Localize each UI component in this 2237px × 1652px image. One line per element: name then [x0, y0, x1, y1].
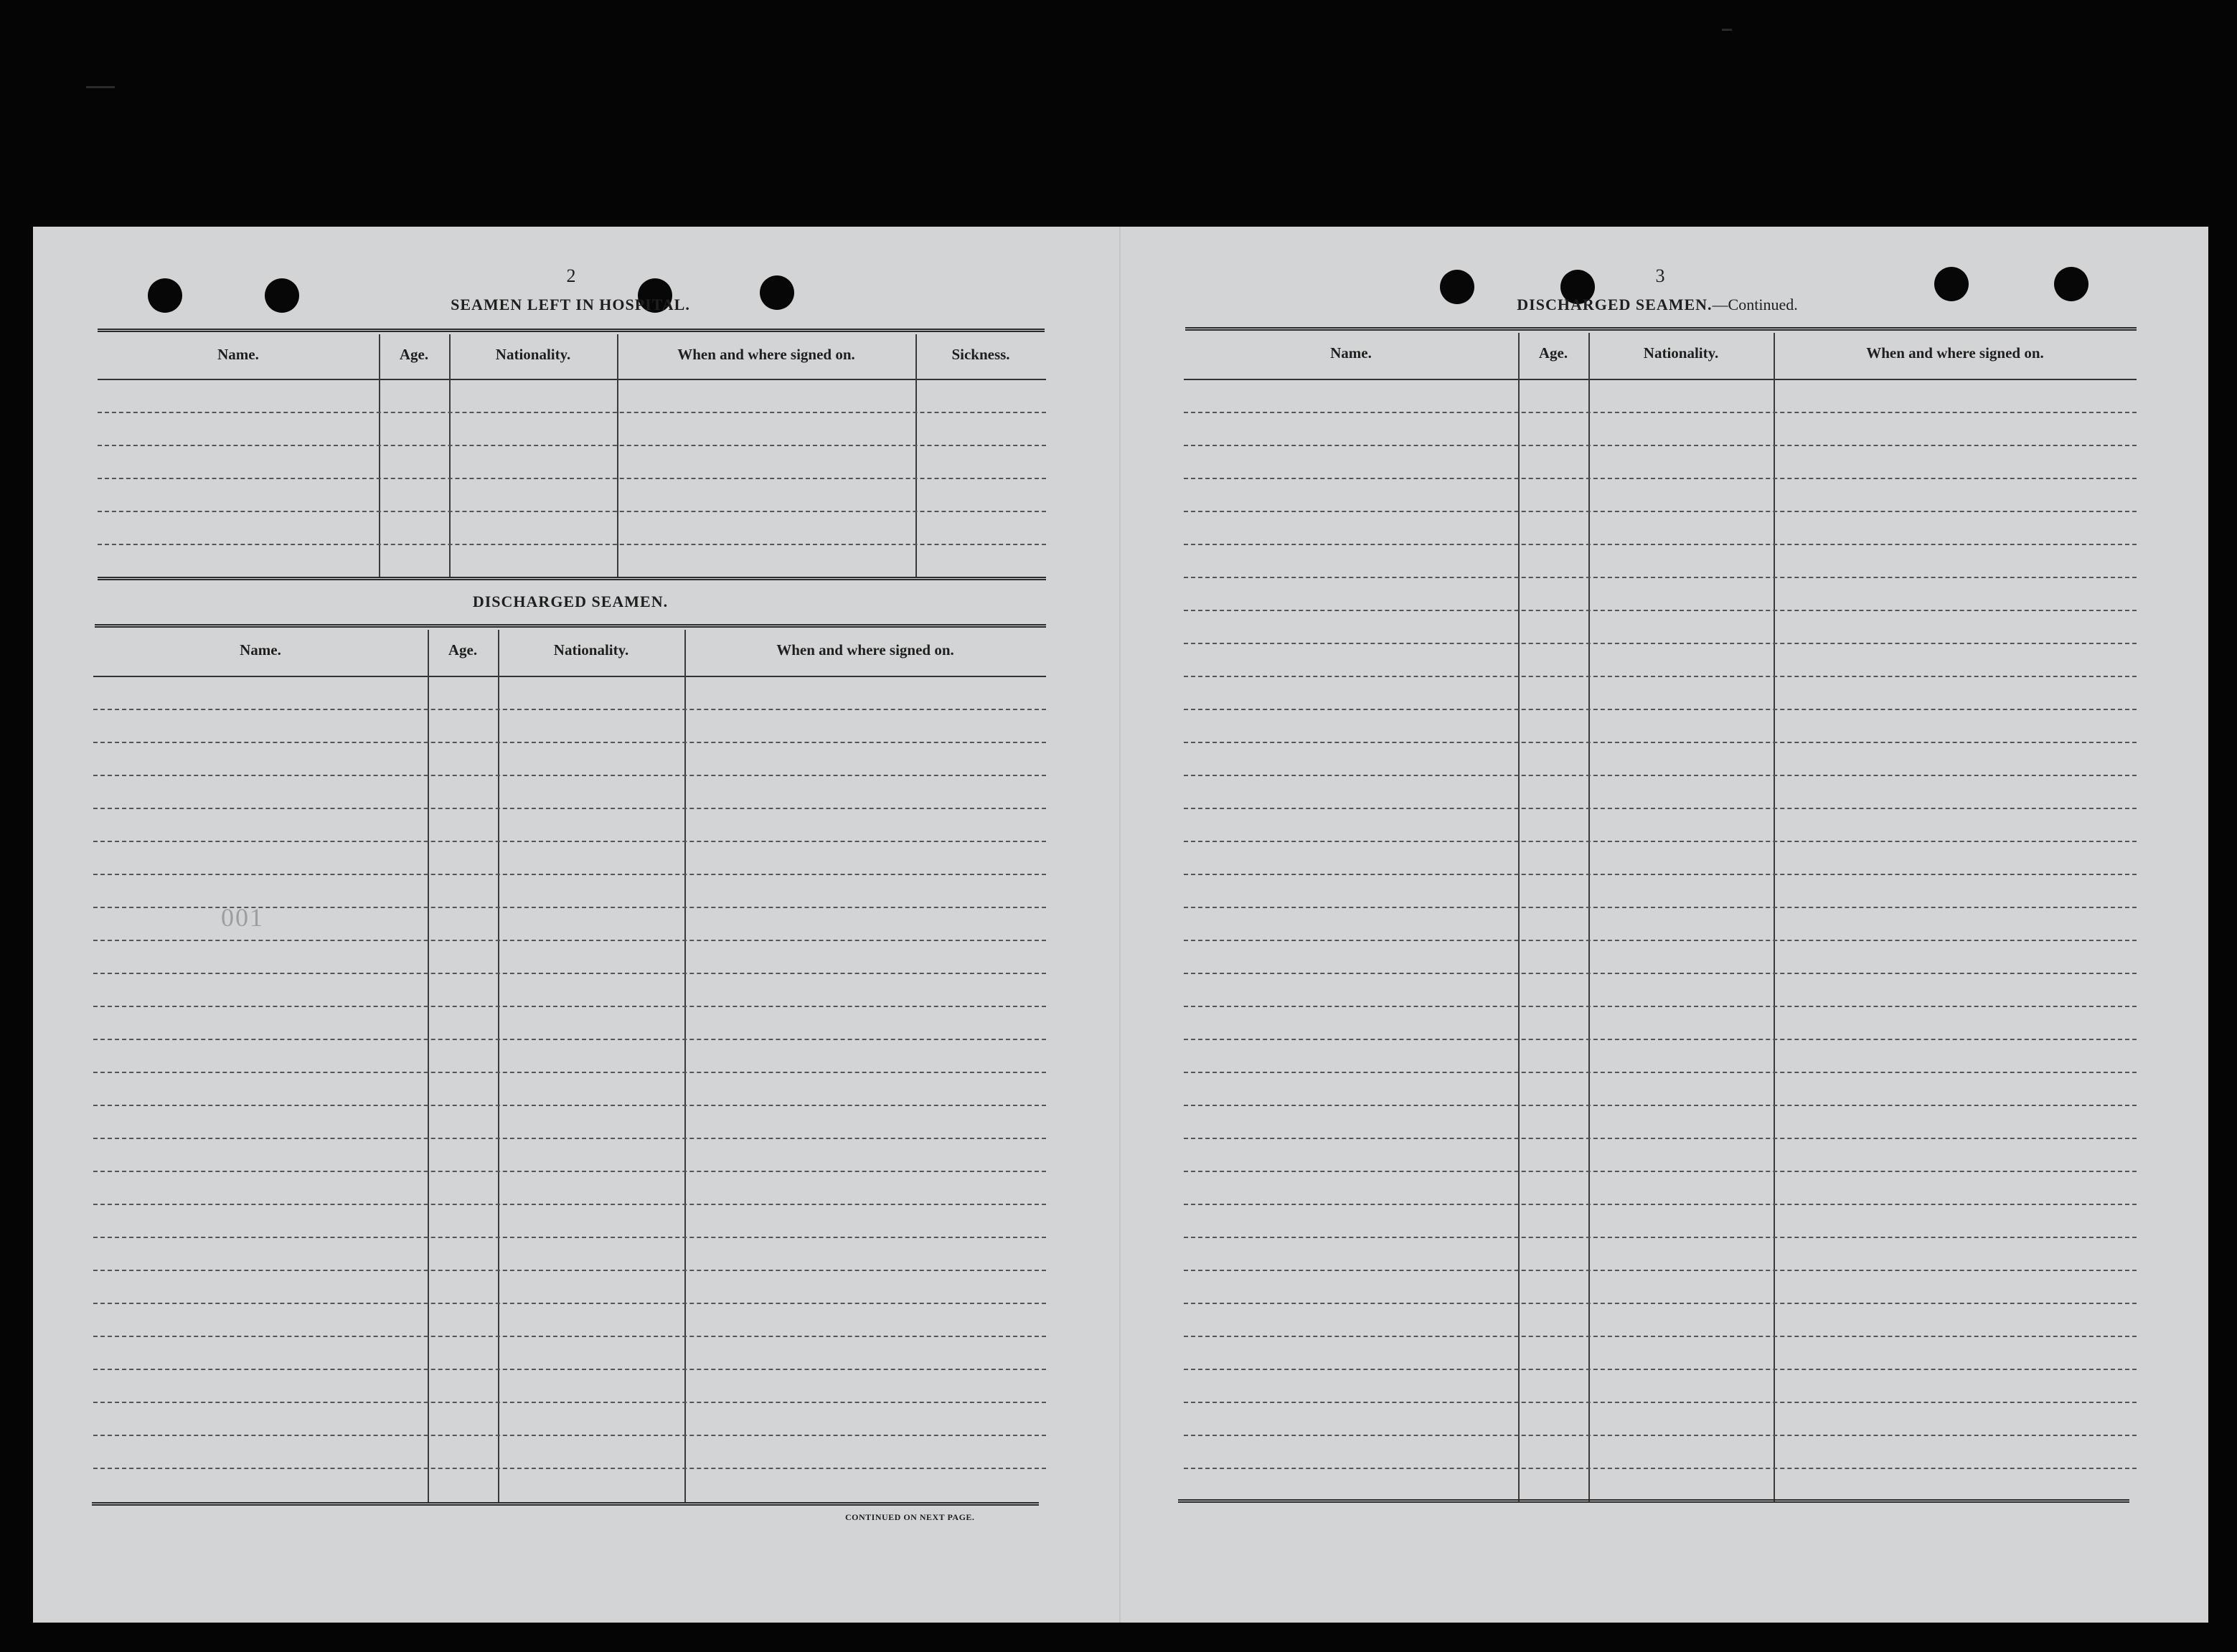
entry-row-line: [93, 1303, 1046, 1304]
column-divider: [379, 334, 380, 578]
entry-row-line: [1184, 775, 2137, 776]
entry-row-line: [93, 874, 1046, 875]
entry-row-line: [93, 1336, 1046, 1337]
entry-row-line: [93, 1204, 1046, 1205]
entry-row-line: [93, 841, 1046, 842]
scan-speck: [1722, 29, 1732, 31]
continued-note: CONTINUED ON NEXT PAGE.: [845, 1512, 975, 1522]
entry-row-line: [93, 1171, 1046, 1172]
entry-row-line: [98, 544, 1046, 545]
col-header-age: Age.: [448, 641, 478, 659]
punch-hole: [265, 278, 299, 313]
punch-hole: [1440, 270, 1474, 304]
discharged-top-rule: [95, 624, 1046, 628]
column-divider: [428, 630, 429, 1504]
column-divider: [1588, 333, 1590, 1502]
header-rule: [98, 379, 1046, 380]
entry-row-line: [1184, 1468, 2137, 1469]
column-divider: [1774, 333, 1775, 1502]
entry-row-line: [93, 1006, 1046, 1007]
col-header-age: Age.: [399, 346, 429, 363]
entry-row-line: [93, 808, 1046, 809]
col-header-signed-on: When and where signed on.: [776, 641, 954, 659]
entry-row-line: [1184, 1336, 2137, 1337]
punch-hole: [148, 278, 182, 313]
entry-row-line: [1184, 1105, 2137, 1106]
punch-hole: [760, 275, 794, 310]
discharged-table: [93, 630, 1046, 1504]
entry-row-line: [93, 1138, 1046, 1139]
entry-row-line: [93, 742, 1046, 743]
col-header-signed-on: When and where signed on.: [677, 346, 855, 363]
column-divider: [1518, 333, 1520, 1502]
entry-row-line: [1184, 676, 2137, 677]
column-divider: [617, 334, 618, 578]
entry-row-line: [93, 1039, 1046, 1040]
col-header-name: Name.: [1330, 344, 1372, 362]
entry-row-line: [93, 709, 1046, 710]
col-header-nationality: Nationality.: [1643, 344, 1719, 362]
discharged-continued-title: [1478, 296, 1837, 314]
entry-row-line: [1184, 907, 2137, 908]
discharged-section-title: DISCHARGED SEAMEN.: [472, 593, 669, 610]
discharged-bottom-rule: [92, 1502, 1039, 1506]
col-header-name: Name.: [240, 641, 281, 659]
entry-row-line: [1184, 1171, 2137, 1172]
title-main: DISCHARGED SEAMEN.: [1517, 296, 1713, 313]
entry-row-line: [93, 1369, 1046, 1370]
entry-row-line: [1184, 1072, 2137, 1073]
punch-hole: [1934, 267, 1969, 301]
entry-row-line: [1184, 1006, 2137, 1007]
column-divider: [449, 334, 451, 578]
entry-row-line: [1184, 1270, 2137, 1271]
entry-row-line: [98, 445, 1046, 446]
entry-row-line: [1184, 610, 2137, 611]
entry-row-line: [1184, 1402, 2137, 1403]
entry-row-line: [93, 940, 1046, 941]
entry-row-line: [1184, 445, 2137, 446]
entry-row-line: [93, 1105, 1046, 1106]
entry-row-line: [93, 1402, 1046, 1403]
page-number-right: 3: [1655, 265, 1665, 286]
continued-top-rule: [1185, 327, 2137, 331]
entry-row-line: [1184, 577, 2137, 578]
entry-row-line: [1184, 1039, 2137, 1040]
entry-row-line: [1184, 1303, 2137, 1304]
entry-row-line: [93, 1435, 1046, 1436]
entry-row-line: [1184, 973, 2137, 974]
entry-row-line: [1184, 511, 2137, 512]
page-fold: [1119, 227, 1121, 1623]
entry-row-line: [93, 1237, 1046, 1238]
col-header-name: Name.: [217, 346, 259, 363]
hospital-bottom-rule: [98, 577, 1046, 580]
entry-row-line: [1184, 544, 2137, 545]
entry-row-line: [1184, 808, 2137, 809]
col-header-nationality: Nationality.: [495, 346, 571, 363]
header-rule: [93, 676, 1046, 677]
entry-row-line: [1184, 478, 2137, 479]
entry-row-line: [93, 1072, 1046, 1073]
continued-bottom-rule: [1178, 1499, 2129, 1503]
punch-hole: [2054, 267, 2088, 301]
entry-row-line: [93, 775, 1046, 776]
col-header-sickness: Sickness.: [951, 346, 1010, 363]
column-divider: [915, 334, 917, 578]
entry-row-line: [98, 478, 1046, 479]
hospital-section-title: SEAMEN LEFT IN HOSPITAL.: [451, 296, 690, 313]
title-suffix: —Continued.: [1712, 296, 1798, 313]
entry-row-line: [98, 511, 1046, 512]
entry-row-line: [1184, 412, 2137, 413]
entry-row-line: [1184, 1204, 2137, 1205]
column-divider: [684, 630, 686, 1504]
entry-row-line: [1184, 742, 2137, 743]
entry-row-line: [93, 1270, 1046, 1271]
entry-row-line: [1184, 1237, 2137, 1238]
hospital-top-rule: [98, 329, 1045, 332]
entry-row-line: [98, 412, 1046, 413]
entry-row-line: [1184, 874, 2137, 875]
page-number-left: 2: [566, 265, 576, 286]
col-header-signed-on: When and where signed on.: [1866, 344, 2044, 362]
scan-speck: [86, 86, 115, 88]
entry-row-line: [1184, 940, 2137, 941]
entry-row-line: [1184, 841, 2137, 842]
hospital-table: [98, 334, 1046, 578]
entry-row-line: [93, 973, 1046, 974]
entry-row-line: [1184, 1138, 2137, 1139]
header-rule: [1184, 379, 2137, 380]
entry-row-line: [1184, 643, 2137, 644]
column-divider: [498, 630, 499, 1504]
col-header-age: Age.: [1538, 344, 1568, 362]
continued-table: [1184, 333, 2137, 1502]
entry-row-line: [1184, 1369, 2137, 1370]
faint-stamp: 001: [221, 903, 264, 932]
entry-row-line: [93, 1468, 1046, 1469]
entry-row-line: [1184, 709, 2137, 710]
col-header-nationality: Nationality.: [553, 641, 629, 659]
entry-row-line: [1184, 1435, 2137, 1436]
